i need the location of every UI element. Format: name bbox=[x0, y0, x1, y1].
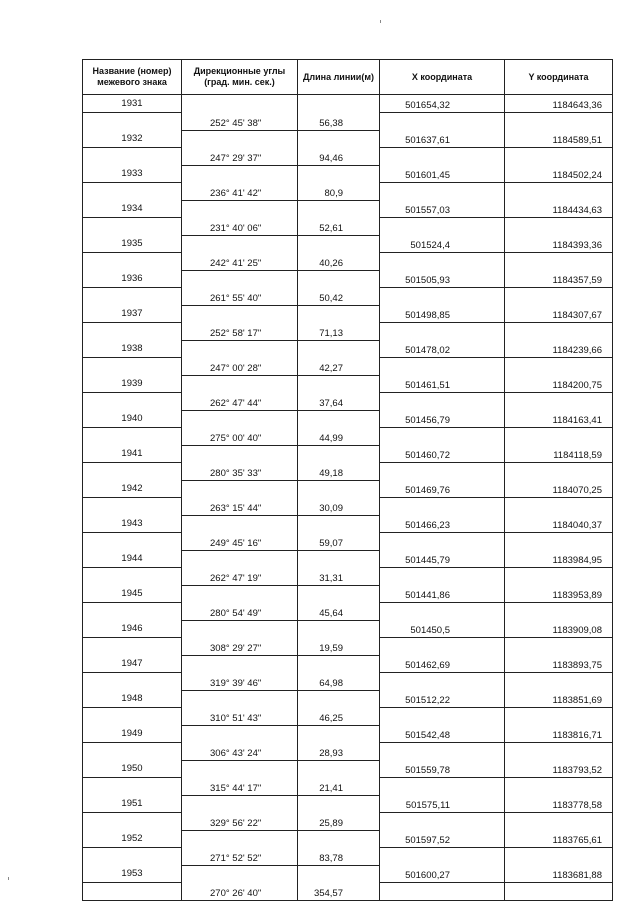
y-coordinate-cell: 1183816,71 bbox=[505, 725, 613, 743]
x-coordinate-cell: 501505,93 bbox=[380, 270, 505, 288]
empty-cell bbox=[298, 760, 380, 778]
x-coordinate-cell: 501575,11 bbox=[380, 795, 505, 813]
x-coordinate-cell: 501600,27 bbox=[380, 865, 505, 883]
y-coordinate-cell: 1183681,88 bbox=[505, 865, 613, 883]
y-coordinate-cell: 1184070,25 bbox=[505, 480, 613, 498]
empty-cell bbox=[380, 148, 505, 166]
line-length-cell: 45,64 bbox=[298, 603, 380, 621]
y-coordinate-cell: 1183984,95 bbox=[505, 550, 613, 568]
point-name-cell: 1951 bbox=[83, 795, 182, 813]
point-row bbox=[83, 585, 613, 603]
x-coordinate-cell: 501524,4 bbox=[380, 235, 505, 253]
empty-cell bbox=[83, 358, 182, 376]
empty-cell bbox=[380, 113, 505, 131]
direction-angle-cell: 261° 55' 40" bbox=[182, 288, 298, 306]
x-coordinate-cell: 501637,61 bbox=[380, 130, 505, 148]
line-length-cell: 64,98 bbox=[298, 673, 380, 691]
boundary-coordinates-sheet bbox=[82, 59, 612, 901]
empty-cell bbox=[182, 375, 298, 393]
point-row bbox=[83, 795, 613, 813]
empty-cell bbox=[182, 445, 298, 463]
direction-angle-cell: 263° 15' 44" bbox=[182, 498, 298, 516]
empty-cell bbox=[380, 218, 505, 236]
x-coordinate-cell: 501469,76 bbox=[380, 480, 505, 498]
empty-cell bbox=[182, 235, 298, 253]
line-length-cell: 40,26 bbox=[298, 253, 380, 271]
line-length-cell: 59,07 bbox=[298, 533, 380, 551]
direction-angle-cell: 262° 47' 19" bbox=[182, 568, 298, 586]
empty-cell bbox=[298, 655, 380, 673]
line-length-cell: 71,13 bbox=[298, 323, 380, 341]
point-name-cell: 1936 bbox=[83, 270, 182, 288]
point-row bbox=[83, 760, 613, 778]
x-coordinate-cell: 501512,22 bbox=[380, 690, 505, 708]
y-coordinate-cell: 1184118,59 bbox=[505, 445, 613, 463]
segment-row bbox=[83, 218, 613, 236]
point-row bbox=[83, 690, 613, 708]
line-length-cell: 25,89 bbox=[298, 813, 380, 831]
empty-cell bbox=[380, 533, 505, 551]
point-name-cell: 1941 bbox=[83, 445, 182, 463]
empty-cell bbox=[298, 200, 380, 218]
y-coordinate-cell: 1184643,36 bbox=[505, 95, 613, 113]
empty-cell bbox=[83, 323, 182, 341]
empty-cell bbox=[505, 743, 613, 761]
empty-cell bbox=[505, 673, 613, 691]
line-length-cell: 94,46 bbox=[298, 148, 380, 166]
point-name-cell: 1942 bbox=[83, 480, 182, 498]
point-row bbox=[83, 515, 613, 533]
point-name-cell: 1949 bbox=[83, 725, 182, 743]
empty-cell bbox=[83, 183, 182, 201]
empty-cell bbox=[298, 480, 380, 498]
point-name-cell: 1947 bbox=[83, 655, 182, 673]
point-name-cell: 1943 bbox=[83, 515, 182, 533]
empty-cell bbox=[83, 848, 182, 866]
point-name-cell: 1937 bbox=[83, 305, 182, 323]
line-length-cell: 83,78 bbox=[298, 848, 380, 866]
empty-cell bbox=[298, 410, 380, 428]
empty-cell bbox=[83, 568, 182, 586]
segment-row bbox=[83, 708, 613, 726]
point-row bbox=[83, 305, 613, 323]
direction-angle-cell: 319° 39' 46" bbox=[182, 673, 298, 691]
empty-cell bbox=[298, 795, 380, 813]
segment-row bbox=[83, 568, 613, 586]
empty-cell bbox=[298, 690, 380, 708]
line-length-cell: 28,93 bbox=[298, 743, 380, 761]
x-coordinate-cell: 501478,02 bbox=[380, 340, 505, 358]
direction-angle-cell: 236° 41' 42" bbox=[182, 183, 298, 201]
empty-cell bbox=[182, 305, 298, 323]
point-row bbox=[83, 865, 613, 883]
segment-row bbox=[83, 463, 613, 481]
x-coordinate-cell: 501601,45 bbox=[380, 165, 505, 183]
empty-cell bbox=[380, 288, 505, 306]
empty-cell bbox=[83, 148, 182, 166]
empty-cell bbox=[298, 130, 380, 148]
empty-cell bbox=[182, 550, 298, 568]
empty-cell bbox=[182, 340, 298, 358]
y-coordinate-cell: 1183793,52 bbox=[505, 760, 613, 778]
empty-cell bbox=[380, 358, 505, 376]
empty-cell bbox=[298, 865, 380, 883]
direction-angle-cell: 252° 45' 38" bbox=[182, 113, 298, 131]
empty-cell bbox=[380, 498, 505, 516]
empty-cell bbox=[380, 323, 505, 341]
empty-cell bbox=[505, 568, 613, 586]
empty-cell bbox=[380, 568, 505, 586]
empty-cell bbox=[182, 865, 298, 883]
empty-cell bbox=[380, 638, 505, 656]
y-coordinate-cell: 1184357,59 bbox=[505, 270, 613, 288]
empty-cell bbox=[298, 305, 380, 323]
empty-cell bbox=[380, 813, 505, 831]
empty-cell bbox=[505, 638, 613, 656]
y-coordinate-cell: 1183778,58 bbox=[505, 795, 613, 813]
x-coordinate-cell: 501450,5 bbox=[380, 620, 505, 638]
segment-row bbox=[83, 428, 613, 446]
point-name-cell: 1950 bbox=[83, 760, 182, 778]
empty-cell bbox=[380, 743, 505, 761]
empty-cell bbox=[380, 673, 505, 691]
direction-angle-cell: 275° 00' 40" bbox=[182, 428, 298, 446]
boundary-points-table bbox=[82, 59, 613, 901]
y-coordinate-cell: 1184393,36 bbox=[505, 235, 613, 253]
line-length-cell: 30,09 bbox=[298, 498, 380, 516]
empty-cell bbox=[298, 165, 380, 183]
point-name-cell: 1940 bbox=[83, 410, 182, 428]
x-coordinate-cell: 501597,52 bbox=[380, 830, 505, 848]
x-coordinate-cell: 501542,48 bbox=[380, 725, 505, 743]
empty-cell bbox=[505, 113, 613, 131]
empty-cell bbox=[505, 393, 613, 411]
segment-row bbox=[83, 848, 613, 866]
line-length-cell: 37,64 bbox=[298, 393, 380, 411]
empty-cell bbox=[83, 428, 182, 446]
empty-cell bbox=[505, 288, 613, 306]
empty-cell bbox=[505, 183, 613, 201]
empty-cell bbox=[380, 883, 505, 901]
point-row bbox=[83, 550, 613, 568]
empty-cell bbox=[380, 428, 505, 446]
empty-cell bbox=[182, 130, 298, 148]
x-coordinate-cell: 501466,23 bbox=[380, 515, 505, 533]
empty-cell bbox=[182, 410, 298, 428]
empty-cell bbox=[182, 655, 298, 673]
point-name-cell: 1935 bbox=[83, 235, 182, 253]
table-body bbox=[83, 95, 613, 901]
direction-angle-cell: 329° 56' 22" bbox=[182, 813, 298, 831]
empty-cell bbox=[298, 340, 380, 358]
direction-angle-cell: 270° 26' 40" bbox=[182, 883, 298, 901]
point-row bbox=[83, 270, 613, 288]
direction-angle-cell: 280° 35' 33" bbox=[182, 463, 298, 481]
empty-cell bbox=[182, 270, 298, 288]
empty-cell bbox=[505, 358, 613, 376]
line-length-cell: 44,99 bbox=[298, 428, 380, 446]
x-coordinate-cell: 501462,69 bbox=[380, 655, 505, 673]
empty-cell bbox=[83, 638, 182, 656]
direction-angle-cell: 242° 41' 25" bbox=[182, 253, 298, 271]
y-coordinate-cell: 1184589,51 bbox=[505, 130, 613, 148]
empty-cell bbox=[182, 795, 298, 813]
empty-cell bbox=[505, 883, 613, 901]
empty-cell bbox=[83, 288, 182, 306]
y-coordinate-cell: 1183851,69 bbox=[505, 690, 613, 708]
empty-cell bbox=[298, 515, 380, 533]
direction-angle-cell: 231° 40' 06" bbox=[182, 218, 298, 236]
point-name-cell: 1938 bbox=[83, 340, 182, 358]
point-name-cell: 1948 bbox=[83, 690, 182, 708]
scan-speck bbox=[8, 877, 9, 880]
y-coordinate-cell: 1184163,41 bbox=[505, 410, 613, 428]
y-coordinate-cell: 1183953,89 bbox=[505, 585, 613, 603]
x-coordinate-cell: 501460,72 bbox=[380, 445, 505, 463]
point-name-cell: 1953 bbox=[83, 865, 182, 883]
point-name-cell: 1934 bbox=[83, 200, 182, 218]
point-name-cell: 1945 bbox=[83, 585, 182, 603]
direction-angle-cell: 306° 43' 24" bbox=[182, 743, 298, 761]
segment-row bbox=[83, 883, 613, 901]
point-name-cell: 1939 bbox=[83, 375, 182, 393]
empty-cell bbox=[380, 603, 505, 621]
empty-cell bbox=[298, 550, 380, 568]
segment-row bbox=[83, 358, 613, 376]
point-row bbox=[83, 95, 613, 113]
point-row bbox=[83, 235, 613, 253]
empty-cell bbox=[182, 200, 298, 218]
y-coordinate-cell: 1183909,08 bbox=[505, 620, 613, 638]
header-x-coordinate: X координата bbox=[380, 60, 505, 95]
line-length-cell: 19,59 bbox=[298, 638, 380, 656]
segment-row bbox=[83, 533, 613, 551]
direction-angle-cell: 315° 44' 17" bbox=[182, 778, 298, 796]
line-length-cell: 52,61 bbox=[298, 218, 380, 236]
y-coordinate-cell: 1184307,67 bbox=[505, 305, 613, 323]
segment-row bbox=[83, 288, 613, 306]
header-direction-angle: Дирекционные углы (град. мин. сек.) bbox=[182, 60, 298, 95]
empty-cell bbox=[505, 218, 613, 236]
y-coordinate-cell: 1183765,61 bbox=[505, 830, 613, 848]
empty-cell bbox=[298, 445, 380, 463]
segment-row bbox=[83, 498, 613, 516]
y-coordinate-cell: 1184040,37 bbox=[505, 515, 613, 533]
point-row bbox=[83, 375, 613, 393]
empty-cell bbox=[83, 393, 182, 411]
empty-cell bbox=[83, 603, 182, 621]
segment-row bbox=[83, 253, 613, 271]
x-coordinate-cell: 501654,32 bbox=[380, 95, 505, 113]
empty-cell bbox=[182, 760, 298, 778]
line-length-cell: 354,57 bbox=[298, 883, 380, 901]
empty-cell bbox=[83, 113, 182, 131]
y-coordinate-cell: 1184239,66 bbox=[505, 340, 613, 358]
point-row bbox=[83, 165, 613, 183]
x-coordinate-cell: 501498,85 bbox=[380, 305, 505, 323]
point-row bbox=[83, 830, 613, 848]
y-coordinate-cell: 1184200,75 bbox=[505, 375, 613, 393]
empty-cell bbox=[380, 848, 505, 866]
line-length-cell: 56,38 bbox=[298, 113, 380, 131]
direction-angle-cell: 262° 47' 44" bbox=[182, 393, 298, 411]
point-name-cell: 1952 bbox=[83, 830, 182, 848]
empty-cell bbox=[83, 778, 182, 796]
point-row bbox=[83, 130, 613, 148]
x-coordinate-cell: 501461,51 bbox=[380, 375, 505, 393]
empty-cell bbox=[182, 165, 298, 183]
empty-cell bbox=[83, 253, 182, 271]
y-coordinate-cell: 1184502,24 bbox=[505, 165, 613, 183]
empty-cell bbox=[505, 253, 613, 271]
line-length-cell: 50,42 bbox=[298, 288, 380, 306]
segment-row bbox=[83, 603, 613, 621]
segment-row bbox=[83, 183, 613, 201]
point-row bbox=[83, 480, 613, 498]
empty-cell bbox=[182, 480, 298, 498]
empty-cell bbox=[380, 393, 505, 411]
empty-cell bbox=[298, 585, 380, 603]
empty-cell bbox=[83, 498, 182, 516]
empty-cell bbox=[380, 463, 505, 481]
header-y-coordinate: Y координата bbox=[505, 60, 613, 95]
direction-angle-cell: 308° 29' 27" bbox=[182, 638, 298, 656]
empty-cell bbox=[83, 673, 182, 691]
x-coordinate-cell: 501456,79 bbox=[380, 410, 505, 428]
empty-cell bbox=[298, 725, 380, 743]
line-length-cell: 42,27 bbox=[298, 358, 380, 376]
point-row bbox=[83, 410, 613, 428]
empty-cell bbox=[505, 148, 613, 166]
empty-cell bbox=[83, 708, 182, 726]
empty-cell bbox=[505, 498, 613, 516]
table-header-row bbox=[83, 60, 613, 95]
empty-cell bbox=[182, 515, 298, 533]
line-length-cell: 21,41 bbox=[298, 778, 380, 796]
line-length-cell: 46,25 bbox=[298, 708, 380, 726]
empty-cell bbox=[505, 533, 613, 551]
empty-cell bbox=[182, 830, 298, 848]
point-row bbox=[83, 340, 613, 358]
empty-cell bbox=[298, 95, 380, 113]
empty-cell bbox=[182, 95, 298, 113]
point-name-cell: 1946 bbox=[83, 620, 182, 638]
direction-angle-cell: 280° 54' 49" bbox=[182, 603, 298, 621]
segment-row bbox=[83, 743, 613, 761]
y-coordinate-cell: 1183893,75 bbox=[505, 655, 613, 673]
point-row bbox=[83, 445, 613, 463]
direction-angle-cell: 247° 00' 28" bbox=[182, 358, 298, 376]
empty-cell bbox=[505, 708, 613, 726]
empty-cell bbox=[83, 883, 182, 901]
empty-cell bbox=[298, 830, 380, 848]
line-length-cell: 80,9 bbox=[298, 183, 380, 201]
empty-cell bbox=[505, 428, 613, 446]
x-coordinate-cell: 501441,86 bbox=[380, 585, 505, 603]
empty-cell bbox=[83, 463, 182, 481]
empty-cell bbox=[380, 778, 505, 796]
point-name-cell: 1931 bbox=[83, 95, 182, 113]
direction-angle-cell: 247° 29' 37" bbox=[182, 148, 298, 166]
empty-cell bbox=[298, 235, 380, 253]
point-row bbox=[83, 620, 613, 638]
direction-angle-cell: 310° 51' 43" bbox=[182, 708, 298, 726]
direction-angle-cell: 252° 58' 17" bbox=[182, 323, 298, 341]
empty-cell bbox=[505, 323, 613, 341]
empty-cell bbox=[505, 813, 613, 831]
empty-cell bbox=[298, 375, 380, 393]
empty-cell bbox=[380, 253, 505, 271]
empty-cell bbox=[182, 585, 298, 603]
segment-row bbox=[83, 813, 613, 831]
point-row bbox=[83, 725, 613, 743]
point-name-cell: 1933 bbox=[83, 165, 182, 183]
x-coordinate-cell: 501445,79 bbox=[380, 550, 505, 568]
x-coordinate-cell: 501559,78 bbox=[380, 760, 505, 778]
empty-cell bbox=[505, 463, 613, 481]
x-coordinate-cell: 501557,03 bbox=[380, 200, 505, 218]
header-point-name: Название (номер) межевого знака bbox=[83, 60, 182, 95]
empty-cell bbox=[83, 533, 182, 551]
empty-cell bbox=[505, 848, 613, 866]
empty-cell bbox=[298, 270, 380, 288]
segment-row bbox=[83, 778, 613, 796]
empty-cell bbox=[505, 603, 613, 621]
direction-angle-cell: 271° 52' 52" bbox=[182, 848, 298, 866]
segment-row bbox=[83, 323, 613, 341]
empty-cell bbox=[83, 218, 182, 236]
point-row bbox=[83, 200, 613, 218]
empty-cell bbox=[380, 708, 505, 726]
point-name-cell: 1932 bbox=[83, 130, 182, 148]
segment-row bbox=[83, 148, 613, 166]
scan-speck bbox=[380, 20, 381, 23]
empty-cell bbox=[182, 690, 298, 708]
empty-cell bbox=[182, 620, 298, 638]
direction-angle-cell: 249° 45' 16" bbox=[182, 533, 298, 551]
empty-cell bbox=[380, 183, 505, 201]
empty-cell bbox=[298, 620, 380, 638]
empty-cell bbox=[505, 778, 613, 796]
point-name-cell: 1944 bbox=[83, 550, 182, 568]
point-row bbox=[83, 655, 613, 673]
line-length-cell: 49,18 bbox=[298, 463, 380, 481]
segment-row bbox=[83, 673, 613, 691]
empty-cell bbox=[83, 813, 182, 831]
header-line-length: Длина линии(м) bbox=[298, 60, 380, 95]
line-length-cell: 31,31 bbox=[298, 568, 380, 586]
empty-cell bbox=[182, 725, 298, 743]
segment-row bbox=[83, 393, 613, 411]
segment-row bbox=[83, 638, 613, 656]
segment-row bbox=[83, 113, 613, 131]
y-coordinate-cell: 1184434,63 bbox=[505, 200, 613, 218]
empty-cell bbox=[83, 743, 182, 761]
